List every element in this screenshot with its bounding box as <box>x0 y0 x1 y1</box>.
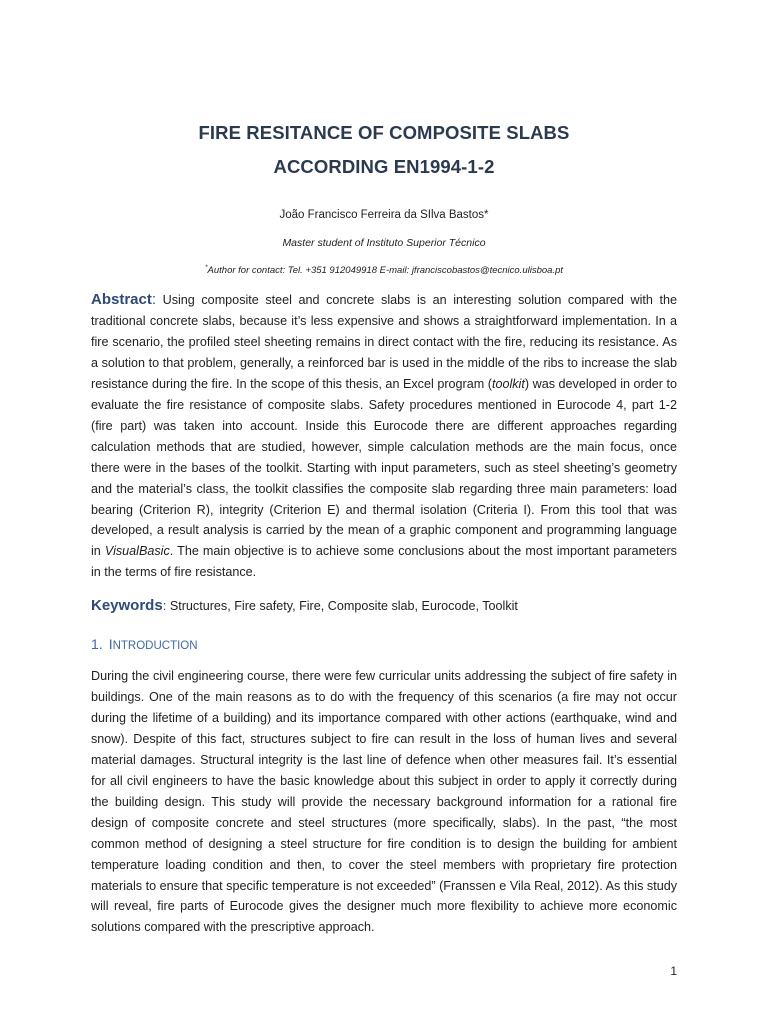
keywords-label-text: Keywords <box>91 597 163 614</box>
keywords-text: Structures, Fire safety, Fire, Composite slab, Eurocode, Toolkit <box>166 599 518 613</box>
section-heading-introduction <box>91 636 198 652</box>
introduction-paragraph: During the civil engineering course, there were few curricular units addressing the subject of fire safety in buildings. One of the main reasons as to do with the frequency of this scenarios (a fire may not occur during the lifetime of a building) and its importance compared with other actions (earthquake, wind and snow). Despite of this fact, structures subject to fire can result in the loss of human lives and several material damages. Structural integrity is the last line of defence when other measures fail. It’s essential for all civil engineers to have the basic knowledge about this subject in order to apply it correctly during the building design. This study will provide the necessary background information for a rational fire design of composite concrete and steel structures (more specifically, slabs). In the past, “the most common method of designing a steel structure for fire condition is to design the building for ambient temperature loading condition and then, to cover the steel members with proprietary fire protection materials to ensure that specific temperature is not exceeded” (Franssen e Vila Real, 2012). As this study will reveal, fire parts of Eurocode gives the designer much more flexibility to achieve more economic solutions compared with the prescriptive approach. <box>91 669 677 935</box>
abstract-text-3: . The main objective is to achieve some conclusions about the most important parameters in the terms of fire resistance. <box>91 544 677 580</box>
abstract-visualbasic-italic: VisualBasic <box>104 544 170 559</box>
abstract-label-colon: : <box>151 291 157 308</box>
abstract-text-2: ) was developed in order to evaluate the fire resistance of composite slabs. Safety procedures mentioned in Eurocode 4, part 1-2 (fire part) was taken into account. Inside this Eurocode there are different approaches regarding calculation methods that are studied, however, simple calculation methods are the main focus, once there were in the bases of the toolkit. Starting with input parameters, such as steel sheeting’s geometry and the material’s class, the toolkit classifies the composite slab regarding three main parameters: load bearing (Criterion R), integrity (Criterion E) and thermal isolation (Criteria I). From this tool that was developed, a result analysis is carried by the mean of a graphic component and programming language in <box>91 376 677 559</box>
abstract-text-1: Using composite steel and concrete slabs is an interesting solution compared with the traditional concrete slabs, because it’s less expensive and shows a straightforward implementation. In a fire scenario, the profiled steel sheeting remains in direct contact with the fire, reducing its resistance. As a solution to that problem, generally, a reinforced bar is used in the middle of the ribs to increase the slab resistance during the fire. In the scope of this thesis, an Excel program ( <box>91 293 677 391</box>
section-title-rest: NTRODUCTION <box>112 640 198 652</box>
section-number: 1. <box>91 636 103 652</box>
section-title-first-letter: I <box>108 636 113 652</box>
author-affiliation: Master student of Instituto Superior Técnico <box>282 237 486 249</box>
contact-text: Author for contact: Tel. +351 912049918 E-mail: jfranciscobastos@tecnico.ulisboa.pt <box>207 265 563 277</box>
abstract-toolkit-italic: toolkit <box>491 376 525 391</box>
abstract-paragraph <box>91 290 677 583</box>
contact-marker: * <box>205 264 208 271</box>
paper-title-line-2: ACCORDING EN1994-1-2 <box>273 156 495 177</box>
abstract-label-text: Abstract <box>91 291 152 308</box>
keywords-label-colon: : <box>162 598 167 613</box>
paper-title-line-1: FIRE RESITANCE OF COMPOSITE SLABS <box>198 122 570 143</box>
page-number: 1 <box>670 964 677 978</box>
author-name: João Francisco Ferreira da SIlva Bastos* <box>279 209 489 221</box>
author-contact <box>0 264 768 276</box>
keywords-label <box>91 597 166 614</box>
keywords-line <box>91 596 677 617</box>
abstract-label <box>91 291 156 308</box>
